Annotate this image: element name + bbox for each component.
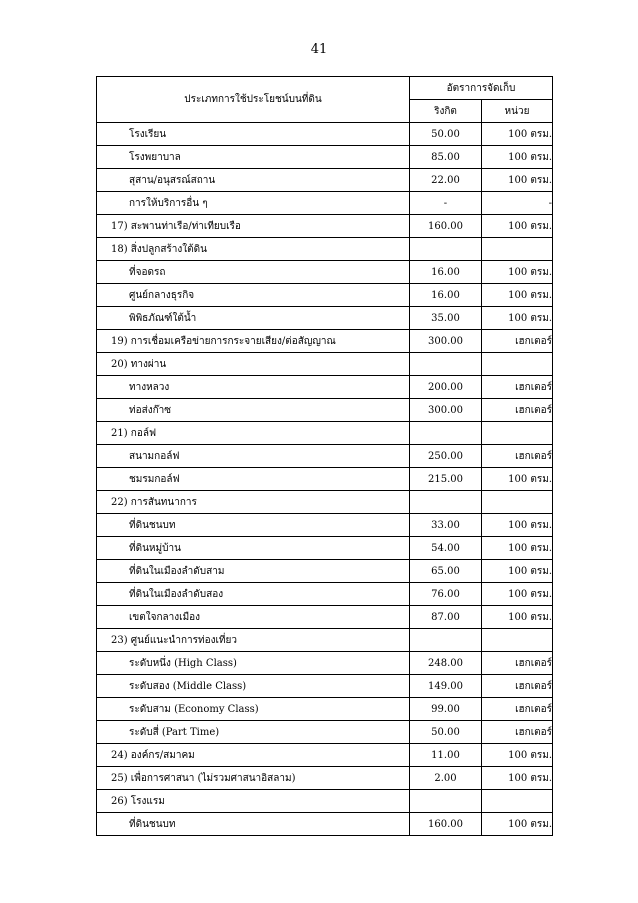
row-name: ที่ดินในเมืองลำดับสอง [97, 583, 410, 606]
row-rate: 2.00 [410, 767, 482, 790]
row-unit: เฮกเตอร์ [482, 698, 553, 721]
table-row [97, 238, 553, 261]
row-unit: 100 ตรม. [482, 514, 553, 537]
row-name: ระดับสี่ (Part Time) [97, 721, 410, 744]
row-unit [482, 790, 553, 813]
row-name: 25) เพื่อการศาสนา (ไม่รวมศาสนาอิสลาม) [97, 767, 410, 790]
row-rate: 76.00 [410, 583, 482, 606]
table-row [97, 675, 553, 698]
row-unit: 100 ตรม. [482, 560, 553, 583]
row-name: เขตใจกลางเมือง [97, 606, 410, 629]
row-name: พิพิธภัณฑ์ใต้น้ำ [97, 307, 410, 330]
row-name: ทางหลวง [97, 376, 410, 399]
row-name: 20) ทางผ่าน [97, 353, 410, 376]
table-row [97, 284, 553, 307]
table-row [97, 330, 553, 353]
row-unit: 100 ตรม. [482, 813, 553, 836]
row-rate: 33.00 [410, 514, 482, 537]
table-row [97, 307, 553, 330]
row-unit [482, 422, 553, 445]
row-name: สุสาน/อนุสรณ์สถาน [97, 169, 410, 192]
row-rate: 85.00 [410, 146, 482, 169]
row-unit: 100 ตรม. [482, 583, 553, 606]
row-unit [482, 491, 553, 514]
table-row [97, 813, 553, 836]
table-row [97, 445, 553, 468]
row-unit: - [482, 192, 553, 215]
table-row [97, 192, 553, 215]
table-row [97, 123, 553, 146]
row-unit: 100 ตรม. [482, 215, 553, 238]
row-name: ระดับหนึ่ง (High Class) [97, 652, 410, 675]
table-row [97, 583, 553, 606]
row-unit [482, 353, 553, 376]
table-row [97, 261, 553, 284]
row-rate: 149.00 [410, 675, 482, 698]
header-rate: ริงกิต [410, 100, 482, 123]
table-row [97, 767, 553, 790]
table-row [97, 215, 553, 238]
header-rate-group: อัตราการจัดเก็บ [410, 77, 553, 100]
row-unit: 100 ตรม. [482, 261, 553, 284]
row-unit: 100 ตรม. [482, 146, 553, 169]
row-rate: 215.00 [410, 468, 482, 491]
row-name: 24) องค์กร/สมาคม [97, 744, 410, 767]
table-row [97, 537, 553, 560]
row-name: ที่ดินชนบท [97, 514, 410, 537]
row-rate [410, 422, 482, 445]
row-unit: เฮกเตอร์ [482, 399, 553, 422]
row-unit: เฮกเตอร์ [482, 445, 553, 468]
table-row [97, 721, 553, 744]
row-name: ท่อส่งก๊าซ [97, 399, 410, 422]
table-body [97, 123, 553, 836]
row-rate: 50.00 [410, 721, 482, 744]
table-row [97, 514, 553, 537]
row-rate: 50.00 [410, 123, 482, 146]
row-name: ที่จอดรถ [97, 261, 410, 284]
table-row [97, 353, 553, 376]
row-rate [410, 353, 482, 376]
row-unit: 100 ตรม. [482, 169, 553, 192]
table-header [97, 77, 553, 123]
table-row [97, 468, 553, 491]
row-name: ชมรมกอล์ฟ [97, 468, 410, 491]
row-name: 23) ศูนย์แนะนำการท่องเที่ยว [97, 629, 410, 652]
table-row [97, 698, 553, 721]
row-rate: 160.00 [410, 215, 482, 238]
row-unit: 100 ตรม. [482, 468, 553, 491]
row-rate: 16.00 [410, 284, 482, 307]
table-row [97, 491, 553, 514]
table-row [97, 399, 553, 422]
table-row [97, 422, 553, 445]
row-rate: 300.00 [410, 330, 482, 353]
row-unit: 100 ตรม. [482, 606, 553, 629]
row-unit: เฮกเตอร์ [482, 330, 553, 353]
row-name: การให้บริการอื่น ๆ [97, 192, 410, 215]
row-name: 19) การเชื่อมเครือข่ายการกระจายเสียง/ต่อสัญญาณ [97, 330, 410, 353]
row-unit: 100 ตรม. [482, 307, 553, 330]
row-name: ที่ดินในเมืองลำดับสาม [97, 560, 410, 583]
row-rate: 160.00 [410, 813, 482, 836]
table-row [97, 629, 553, 652]
table-row [97, 744, 553, 767]
land-use-rate-table [96, 76, 553, 836]
row-rate: - [410, 192, 482, 215]
row-name: 17) สะพานท่าเรือ/ท่าเทียบเรือ [97, 215, 410, 238]
row-name: ศูนย์กลางธุรกิจ [97, 284, 410, 307]
row-unit: 100 ตรม. [482, 284, 553, 307]
row-name: ที่ดินชนบท [97, 813, 410, 836]
row-rate: 248.00 [410, 652, 482, 675]
header-category: ประเภทการใช้ประโยชน์บนที่ดิน [97, 77, 410, 123]
row-rate [410, 629, 482, 652]
row-rate: 99.00 [410, 698, 482, 721]
row-name: โรงเรียน [97, 123, 410, 146]
row-name: 22) การสันทนาการ [97, 491, 410, 514]
row-name: 18) สิ่งปลูกสร้างใต้ดิน [97, 238, 410, 261]
row-rate: 250.00 [410, 445, 482, 468]
row-rate [410, 790, 482, 813]
row-name: 21) กอล์ฟ [97, 422, 410, 445]
row-rate: 11.00 [410, 744, 482, 767]
row-name: ที่ดินหมู่บ้าน [97, 537, 410, 560]
row-unit: 100 ตรม. [482, 744, 553, 767]
table-row [97, 169, 553, 192]
row-unit [482, 629, 553, 652]
row-rate: 65.00 [410, 560, 482, 583]
row-rate: 22.00 [410, 169, 482, 192]
table-row [97, 376, 553, 399]
row-name: ระดับสาม (Economy Class) [97, 698, 410, 721]
table-row [97, 606, 553, 629]
row-unit: 100 ตรม. [482, 537, 553, 560]
row-unit: เฮกเตอร์ [482, 721, 553, 744]
row-rate: 87.00 [410, 606, 482, 629]
row-rate: 200.00 [410, 376, 482, 399]
row-unit: 100 ตรม. [482, 123, 553, 146]
row-rate: 16.00 [410, 261, 482, 284]
row-rate: 54.00 [410, 537, 482, 560]
row-rate [410, 491, 482, 514]
table-row [97, 790, 553, 813]
row-unit: เฮกเตอร์ [482, 376, 553, 399]
table-row [97, 146, 553, 169]
row-name: ระดับสอง (Middle Class) [97, 675, 410, 698]
row-rate: 300.00 [410, 399, 482, 422]
table-row [97, 560, 553, 583]
row-name: โรงพยาบาล [97, 146, 410, 169]
row-unit: เฮกเตอร์ [482, 675, 553, 698]
row-name: สนามกอล์ฟ [97, 445, 410, 468]
row-unit [482, 238, 553, 261]
row-rate: 35.00 [410, 307, 482, 330]
header-unit: หน่วย [482, 100, 553, 123]
row-unit: 100 ตรม. [482, 767, 553, 790]
row-rate [410, 238, 482, 261]
row-name: 26) โรงแรม [97, 790, 410, 813]
row-unit: เฮกเตอร์ [482, 652, 553, 675]
page-number: 41 [310, 42, 328, 57]
table-row [97, 652, 553, 675]
